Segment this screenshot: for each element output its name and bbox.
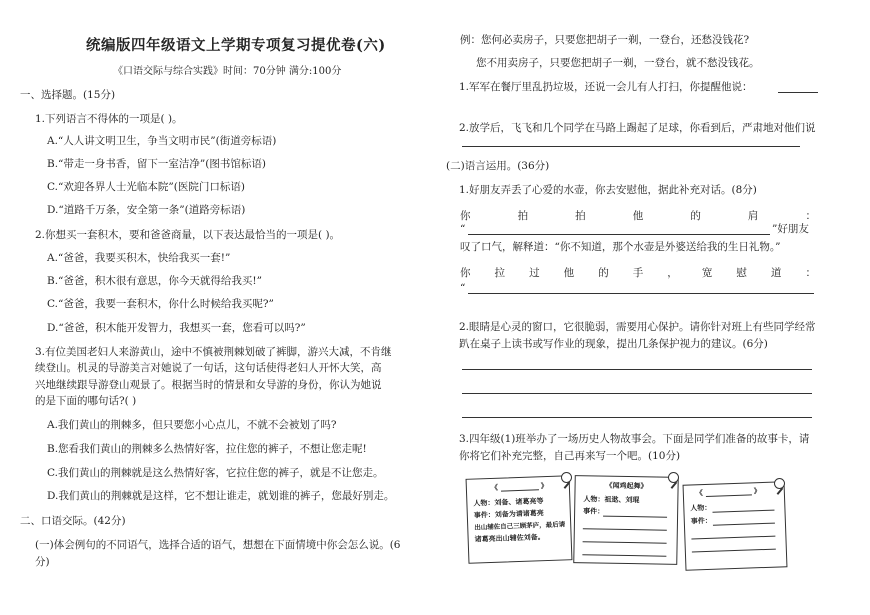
q1-option-c: C.“欢迎各界人士光临本院”(医院门口标语) xyxy=(47,181,245,193)
card-title-blank[interactable] xyxy=(501,489,539,491)
dialogue-prompt-2 xyxy=(460,265,816,280)
q3-option-a: A.我们黄山的荆棘多，但只要您小心点儿，不就不会被划了吗? xyxy=(47,419,337,431)
char: 拍 xyxy=(575,210,586,222)
scenario-2: 2.放学后，飞飞和几个同学在马路上踢起了足球，你看到后，严肃地对他们说 xyxy=(459,122,816,134)
s2-question-3: 3.四年级(1)班举办了一场历史人物故事会。下面是同学们准备的故事卡，请 xyxy=(459,433,810,445)
card-line: 事件： xyxy=(690,515,712,526)
s2-question-2: 2.眼睛是心灵的窗口，它很脆弱，需要用心保护。请你针对班上有些同学经常 xyxy=(459,321,816,333)
char: 他 xyxy=(563,267,575,279)
answer-line[interactable] xyxy=(462,417,812,418)
char: 的 xyxy=(598,267,609,279)
char: ， xyxy=(667,267,678,279)
char: 道 xyxy=(770,267,782,279)
story-card-3 xyxy=(683,481,788,571)
question-3-line: 续登山。机灵的导游美言对她说了一句话，这句话使得老妇人开怀大笑，高 xyxy=(35,362,382,374)
card-line: 人物： xyxy=(690,502,712,513)
card-title-close: 》 xyxy=(753,486,761,496)
s2-question-2-cont: 趴在桌子上读书或写作业的现象，提出几条保护视力的建议。(6分) xyxy=(459,338,768,350)
example-sentence-1: 例：您何必卖房子，只要您把胡子一剃，一登台，还愁没钱花? xyxy=(460,34,750,46)
card-line: 人物：刘备、诸葛亮等 xyxy=(473,496,544,508)
card-title-open: 《 xyxy=(490,482,499,492)
open-quote: “ xyxy=(460,223,466,235)
card-answer-line[interactable] xyxy=(582,554,666,556)
story-card-2 xyxy=(573,475,679,565)
story-card-1 xyxy=(466,475,573,564)
card-line: 事件：刘备为请诸葛亮 xyxy=(473,508,544,520)
dialogue-continuation: ”好朋友 xyxy=(772,223,809,235)
page-title: 统编版四年级语文上学期专项复习提优卷(六) xyxy=(86,37,386,54)
answer-line[interactable] xyxy=(468,234,770,235)
char: ： xyxy=(805,267,816,279)
char: 拉 xyxy=(494,267,506,279)
card-line: 诸葛亮出山辅佐刘备。 xyxy=(474,532,545,544)
char: 慰 xyxy=(736,267,747,279)
char: 的 xyxy=(690,210,701,222)
s2-question-1: 1.好朋友弄丢了心爱的水壶，你去安慰他，据此补充对话。(8分) xyxy=(459,184,757,196)
s2-question-3-cont: 你将它们补充完整，自己再来写一个吧。(10分) xyxy=(459,450,681,462)
section-2-heading: 二、口语交际。(42分) xyxy=(20,515,126,527)
card-answer-line[interactable] xyxy=(583,541,667,543)
char: 手 xyxy=(632,267,644,279)
char: 过 xyxy=(529,267,540,279)
pushpin-icon xyxy=(668,472,679,483)
char: 宽 xyxy=(701,267,713,279)
char: 拍 xyxy=(517,210,529,222)
answer-line[interactable] xyxy=(462,369,812,370)
q1-option-d: D.“道路千万条，安全第一条”(道路旁标语) xyxy=(47,204,246,216)
question-3-line: 3.有位美国老妇人来游黄山，途中不慎被荆棘划破了裤脚，游兴大减，不肯继 xyxy=(35,346,392,358)
char: 你 xyxy=(460,267,471,279)
scenario-1: 1.军军在餐厅里乱扔垃圾，还说一会儿有人打扫，你提醒他说： xyxy=(459,81,753,93)
q2-option-d: D.“爸爸，积木能开发智力，我想买一套，您看可以吗?” xyxy=(47,322,306,334)
char: 你 xyxy=(460,210,471,222)
card-line: 出山辅佐自己三顾茅庐，最后请 xyxy=(474,520,566,532)
answer-line[interactable] xyxy=(462,393,812,394)
card-line: 事件： xyxy=(583,506,605,516)
card-answer-line[interactable] xyxy=(603,516,667,518)
pushpin-icon xyxy=(561,472,572,483)
card-answer-line[interactable] xyxy=(691,536,775,540)
open-quote: “ xyxy=(460,282,466,294)
q2-option-c: C.“爸爸，我要一套积木，你什么时候给我买呢?” xyxy=(47,298,274,310)
example-sentence-2: 您不用卖房子，只要您把胡子一剃，一登台，就不愁没钱花。 xyxy=(476,57,760,69)
card-answer-line[interactable] xyxy=(712,510,774,513)
question-1: 1.下列语言不得体的一项是( )。 xyxy=(35,113,183,125)
q3-option-b: B.您看我们黄山的荆棘多么热情好客，拉住您的裤子，不想让您走呢! xyxy=(47,443,367,455)
pushpin-icon xyxy=(774,478,785,489)
subsection-1-instruction: (一)体会例句的不同语气，选择合适的语气，想想在下面情境中你会怎么说。(6 xyxy=(35,539,401,551)
question-3-line: 兴地继续跟导游登山观景了。根据当时的情景和女导游的身份，你认为她说 xyxy=(35,379,382,391)
card-title-blank[interactable] xyxy=(706,494,752,497)
q2-option-a: A.“爸爸，我要买积木，快给我买一套!” xyxy=(47,252,231,264)
q1-option-a: A.“人人讲文明卫生，争当文明市民”(街道旁标语) xyxy=(47,135,277,147)
answer-line[interactable] xyxy=(468,293,814,294)
question-3-line: 的是下面的哪句话?( ) xyxy=(35,395,137,407)
exam-subtitle: 《口语交际与综合实践》时间：70分钟 满分:100分 xyxy=(113,66,342,77)
answer-line[interactable] xyxy=(778,92,818,93)
answer-line[interactable] xyxy=(462,146,800,147)
card-answer-line[interactable] xyxy=(692,549,776,553)
subsection-1-instruction-cont: 分) xyxy=(35,556,50,568)
dialogue-line-2: 叹了口气，解释道：“你不知道，那个水壶是外婆送给我的生日礼物。” xyxy=(460,241,781,253)
card-title-close: 》 xyxy=(540,480,548,491)
q3-option-c: C.我们黄山的荆棘就是这么热情好客，它拉住您的裤子，就是不让您走。 xyxy=(47,467,384,479)
section-1-heading: 一、选择题。(15分) xyxy=(20,89,116,101)
subsection-2-heading: (二)语言运用。(36分) xyxy=(446,160,550,172)
char: ： xyxy=(805,210,816,222)
char: 他 xyxy=(632,210,644,222)
card-answer-line[interactable] xyxy=(713,523,775,526)
card-title-open: 《 xyxy=(695,488,703,498)
q2-option-b: B.“爸爸，积木很有意思，你今天就得给我买!” xyxy=(47,275,263,287)
card-title: 《闻鸡起舞》 xyxy=(605,480,648,491)
q3-option-d: D.我们黄山的荆棘就是这样，它不想让谁走，就划谁的裤子，您最好别走。 xyxy=(47,490,395,502)
char: 肩 xyxy=(747,210,759,222)
card-answer-line[interactable] xyxy=(583,528,667,530)
question-2: 2.你想买一套积木，要和爸爸商量，以下表达最恰当的一项是( )。 xyxy=(35,229,341,241)
q1-option-b: B.“带走一身书香，留下一室洁净”(图书馆标语) xyxy=(47,158,266,170)
dialogue-prompt-1 xyxy=(460,208,816,223)
card-line: 人物：祖逖、刘琨 xyxy=(583,494,640,505)
